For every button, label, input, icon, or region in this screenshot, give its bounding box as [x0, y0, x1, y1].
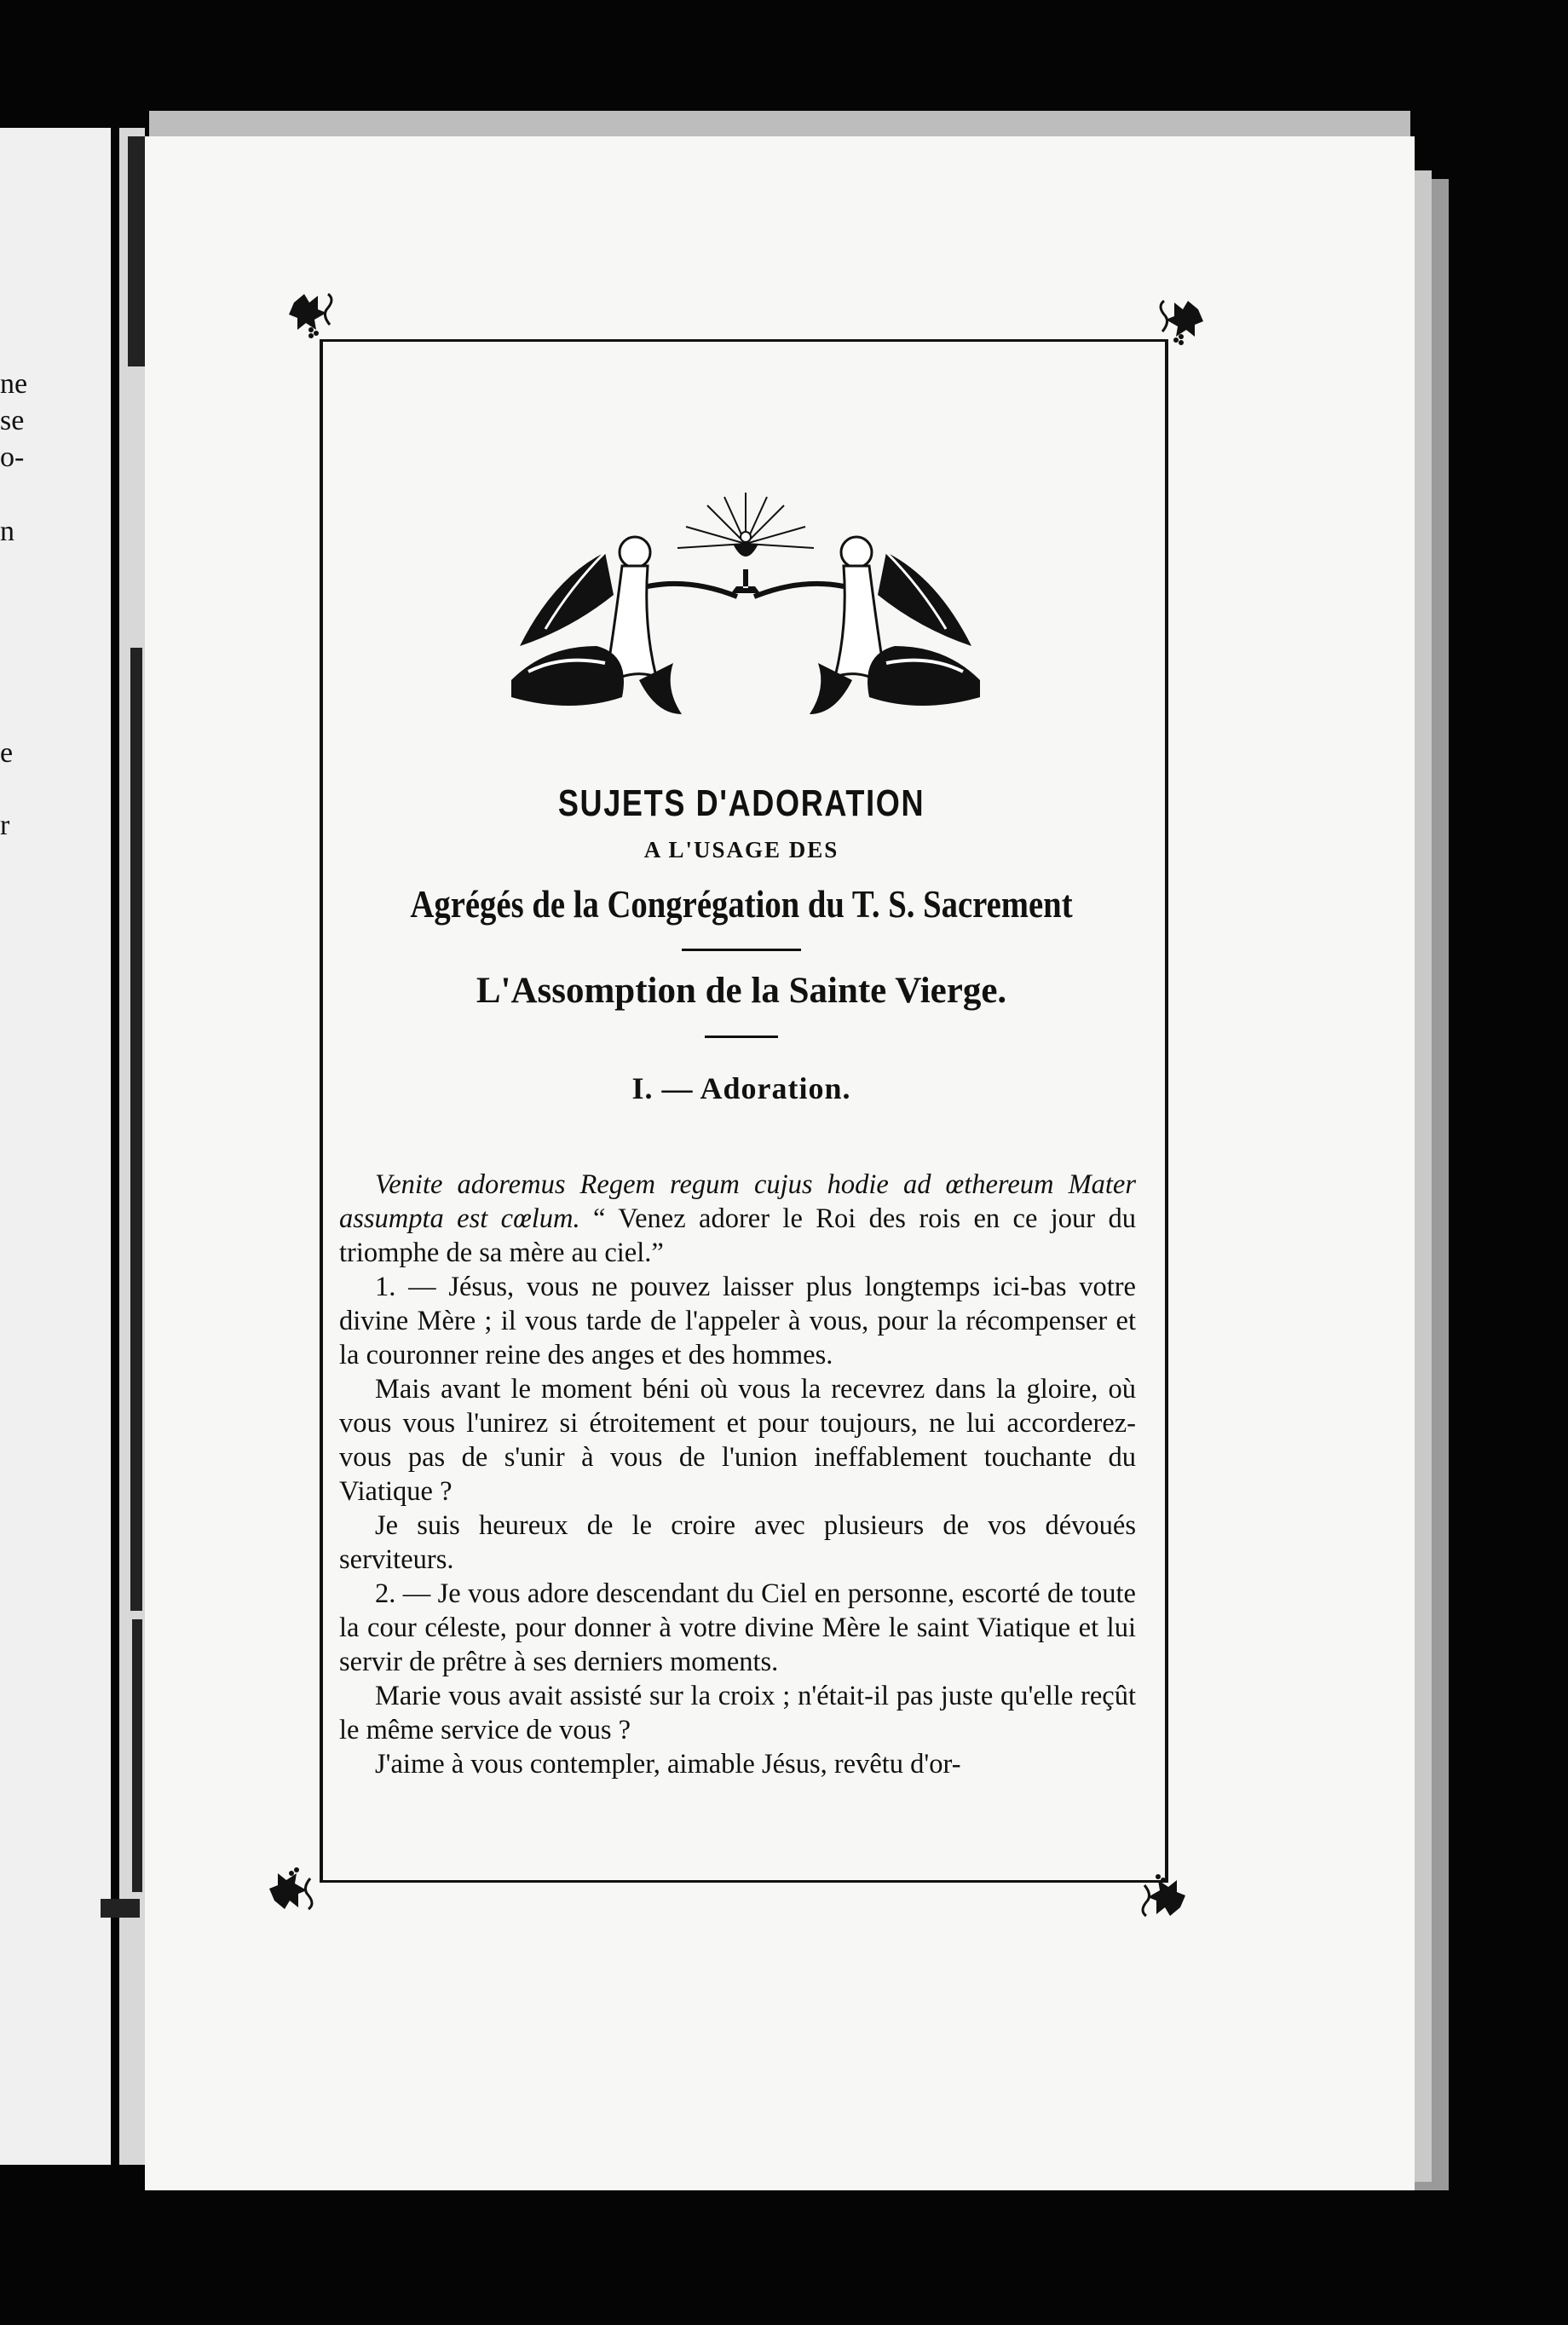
- grape-leaf-ornament-icon: [285, 286, 345, 345]
- binding-stitch: [128, 136, 145, 366]
- grape-leaf-ornament-icon: [266, 1858, 326, 1918]
- binding-stitch: [130, 648, 142, 1611]
- latin-quote: Venite adoremus Regem regum cujus hodie ad œthereum Mater assumpta est cœlum.: [339, 1169, 1136, 1234]
- usage-subtitle: A L'USAGE DES: [643, 837, 839, 862]
- divider: [682, 949, 801, 951]
- congregation-heading: Agrégés de la Congrégation du T. S. Sacrement: [410, 883, 1073, 926]
- left-page-fragment: r: [0, 810, 10, 841]
- left-page-fragment: n: [0, 516, 14, 547]
- binding-stitch: [101, 1899, 140, 1918]
- french-translation: “ Venez adorer le Roi des rois en ce jour du triomphe de sa mère au ciel.”: [339, 1203, 1137, 1268]
- header-block: [341, 477, 1142, 1106]
- left-facing-page: [0, 128, 111, 2165]
- page-title: SUJETS D'ADORATION: [557, 782, 925, 824]
- paragraph: Mais avant le moment béni où vous la recevrez dans la gloire, où vous vous l'unirez si étroitement et pour toujours, ne lui accorderez-vous pas de s'unir à vous de l'union ineffablement touchante du Viatique ?: [339, 1374, 1136, 1507]
- paragraph: Marie vous avait assisté sur la croix ; n'était-il pas juste qu'elle reçût le même service de vous ?: [339, 1681, 1136, 1745]
- left-page-fragment: se: [0, 405, 25, 436]
- section-heading: I. — Adoration.: [631, 1071, 851, 1105]
- left-page-fragment: e: [0, 737, 14, 769]
- paragraph: 2. — Je vous adore descendant du Ciel en personne, escorté de toute la cour céleste, pour donner à votre divine Mère le saint Viatique et lui servir de prêtre à ses derniers moments.: [339, 1578, 1136, 1677]
- body-text: [339, 1168, 1136, 1781]
- binding-stitch: [132, 1619, 142, 1892]
- divider: [705, 1036, 778, 1038]
- left-page-fragment: o-: [0, 441, 25, 473]
- subject-heading: L'Assomption de la Sainte Vierge.: [476, 971, 1007, 1011]
- left-page-fragment: ne: [0, 368, 28, 400]
- paragraph: 1. — Jésus, vous ne pouvez laisser plus longtemps ici-bas votre divine Mère ; il vous tarde de l'appeler à vous, pour la récompenser et la couronner reine des anges et des hommes.: [339, 1272, 1136, 1370]
- paragraph: [339, 1168, 1136, 1270]
- grape-leaf-ornament-icon: [1129, 1865, 1189, 1924]
- paragraph: J'aime à vous contempler, aimable Jésus, revêtu d'or-: [375, 1749, 961, 1780]
- grape-leaf-ornament-icon: [1147, 292, 1207, 352]
- paragraph: Je suis heureux de le croire avec plusieurs de vos dévoués serviteurs.: [339, 1510, 1136, 1575]
